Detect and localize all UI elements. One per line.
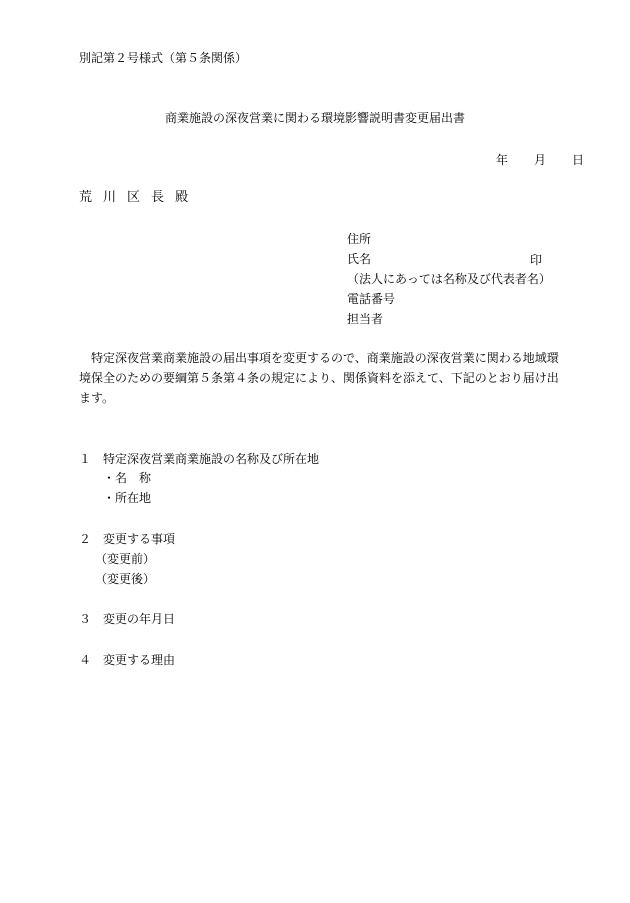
body-paragraph: 特定深夜営業商業施設の届出事項を変更するので、商業施設の深夜営業に関わる地域環境保全のための要綱第５条第４条の規定により、関係資料を添えて、下記のとおり届け出ます。 — [79, 351, 559, 405]
addressee — [79, 190, 199, 206]
item-number: ３ — [79, 612, 92, 626]
applicant-corporate-note: （法人にあっては名称及び代表者名） — [347, 272, 551, 286]
date-day: 日 — [572, 153, 585, 167]
date-month: 月 — [534, 153, 547, 167]
date-year: 年 — [496, 153, 509, 167]
item-2-sub-before: （変更前） — [95, 552, 156, 566]
addressee-char: 殿 — [175, 190, 190, 205]
addressee-char: 荒 — [79, 190, 94, 205]
item-1-sub-name: ・名 称 — [103, 471, 152, 485]
applicant-contact-label: 担当者 — [347, 312, 384, 326]
applicant-block — [347, 231, 551, 331]
item-label: 変更する理由 — [103, 653, 176, 667]
item-label: 変更する事項 — [103, 532, 176, 546]
date-line — [470, 152, 584, 168]
item-label: 変更の年月日 — [103, 612, 176, 626]
item-label: 特定深夜営業商業施設の名称及び所在地 — [103, 452, 320, 466]
item-number: ２ — [79, 532, 92, 546]
document-title: 商業施設の深夜営業に関わる環境影響説明書変更届出書 — [164, 111, 465, 125]
addressee-char: 区 — [127, 190, 142, 205]
seal-mark: 印 — [530, 253, 543, 267]
item-2-sub-after: （変更後） — [95, 572, 156, 586]
applicant-name-label: 氏名 — [347, 252, 372, 266]
item-2 — [79, 530, 175, 547]
item-1-sub-location: ・所在地 — [103, 491, 152, 505]
applicant-phone-label: 電話番号 — [347, 292, 396, 306]
applicant-address-label: 住所 — [347, 232, 372, 246]
item-1 — [79, 450, 319, 467]
item-3 — [79, 610, 175, 627]
form-number: 別記第２号様式（第５条関係） — [79, 51, 248, 65]
item-4 — [79, 651, 175, 668]
addressee-char: 川 — [103, 190, 118, 205]
addressee-char: 長 — [151, 190, 166, 205]
item-number: １ — [79, 452, 92, 466]
item-number: ４ — [79, 653, 92, 667]
